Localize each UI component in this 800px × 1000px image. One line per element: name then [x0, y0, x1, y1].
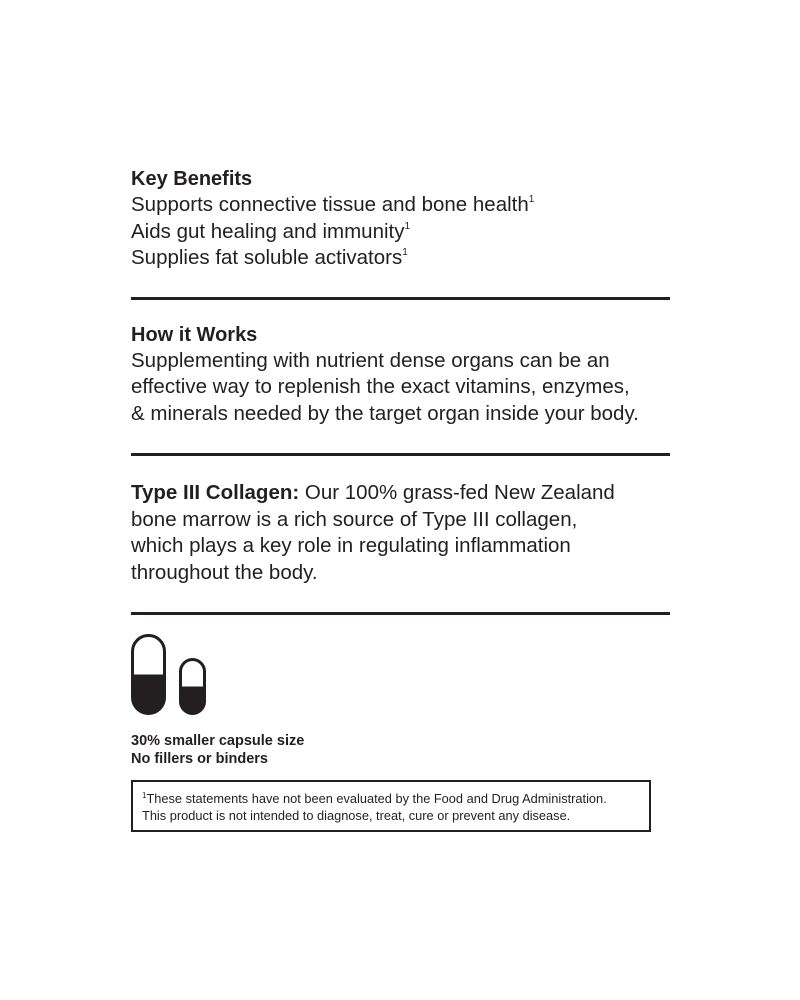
how-it-works-line: effective way to replenish the exact vitamins, enzymes,: [131, 375, 630, 398]
fda-disclaimer-box: [131, 780, 651, 832]
benefit-item: Supplies fat soluble activators$^1$: [131, 246, 408, 269]
key-benefits-heading: Key Benefits: [131, 168, 253, 190]
capsule-size-icon-graphic: [131, 634, 211, 716]
section-divider: [131, 612, 670, 615]
disclaimer-line: $^1$These statements have not been evaluated by the Food and Drug Administration.: [142, 791, 607, 806]
collagen-line: which plays a key role in regulating inflammation: [131, 534, 571, 557]
how-it-works-section: [131, 322, 671, 428]
section-divider: [131, 453, 670, 456]
footnote-marker: 1: [528, 194, 535, 205]
small-capsule-fill: [181, 687, 205, 714]
feature-item: 30% smaller capsule size: [131, 733, 305, 749]
large-capsule-fill: [133, 675, 165, 714]
how-it-works-line: Supplementing with nutrient dense organs can be an: [131, 348, 610, 372]
footnote-marker: 1: [404, 220, 411, 232]
collagen-label: Type III Collagen:: [131, 481, 300, 504]
capsule-size-icon: [131, 634, 671, 716]
key-benefits-section: [131, 166, 671, 272]
benefit-item: Supports connective tissue and bone health$^1$: [131, 193, 535, 216]
how-it-works-line: & minerals needed by the target organ inside your body.: [131, 401, 639, 425]
collagen-line: Type III Collagen: Our 100% grass-fed New Zealand: [131, 481, 615, 504]
footnote-marker: 1: [142, 791, 147, 800]
feature-item: No fillers or binders: [131, 751, 268, 767]
collagen-line: bone marrow is a rich source of Type III collagen,: [131, 507, 578, 531]
feature-list: [131, 732, 671, 768]
section-divider: [131, 297, 670, 300]
collagen-section: [131, 480, 671, 586]
collagen-line: throughout the body.: [131, 560, 318, 584]
content-column: [131, 166, 671, 832]
how-it-works-heading: How it Works: [131, 323, 258, 346]
footnote-marker: 1: [402, 247, 408, 258]
disclaimer-line: This product is not intended to diagnose, treat, cure or prevent any disease.: [142, 808, 571, 823]
benefit-item: Aids gut healing and immunity$^1$: [131, 219, 411, 243]
